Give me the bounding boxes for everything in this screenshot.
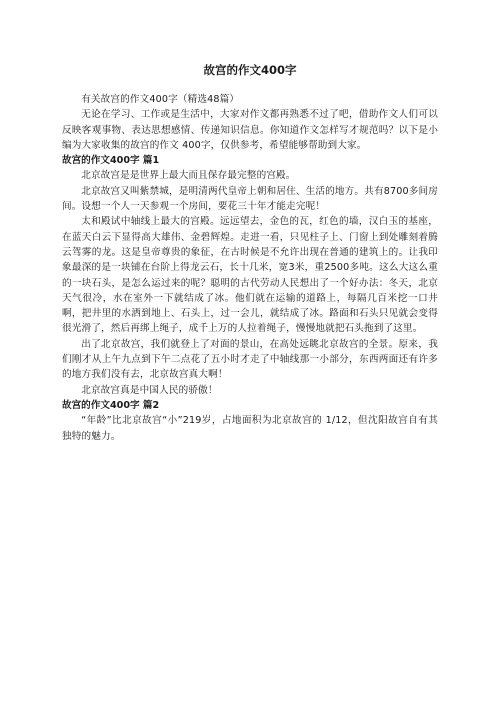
paragraph: 北京故宫是是世界上最大而且保存最完整的宫殿。 (81, 170, 296, 182)
paragraph: 北京故宫又叫紫禁城，是明清两代皇帝上朝和居住、生活的地方。共有8700多间房间。设想一个人一天参观一个房间，要花三十年才能走完呢！ (62, 185, 438, 213)
document-title: 故宫的作文400字 (203, 63, 297, 77)
paragraph: 北京故宫真是中国人民的骄傲！ (81, 384, 218, 396)
paragraph: 出了北京故宫，我们就登上了对面的景山，在高处远眺北京故宫的全景。原来，我们刚才从上午九点到下午二点花了五小时才走了中轴线那一小部分，东西两面还有许多的地方我们没有去，北京故宫真大啊！ (62, 338, 438, 381)
paragraph: 无论在学习、工作或是生活中，大家对作文都再熟悉不过了吧，借助作文人们可以反映客观事物、表达思想感情、传递知识信息。你知道作文怎样写才规范吗？以下是小编为大家收集的故宫的作文 400字，仅供参考，希望能够帮助到大家。 (62, 109, 438, 151)
paragraph: 有关故宫的作文400字（精选48篇） (81, 94, 240, 105)
section-heading: 故宫的作文400字 篇1 (62, 155, 160, 167)
section-heading: 故宫的作文400字 篇2 (62, 399, 160, 411)
paragraph: 太和殿试中轴线上最大的宫殿。远远望去，金色的瓦，红色的墙，汉白玉的基座，在蓝天白云下显得高大雄伟、金碧辉煌。走进一看，只见柱子上、门窗上到处雕刻着腾云驾雾的龙。这是皇帝尊贵的象征，在古时候是不允许出现在普通的建筑上的。让我印象最深的是一块铺在台阶上得龙云石，长十几米，宽3米，重2500多吨。这么大这么重的一块石头，是怎么运过来的呢？聪明的古代劳动人民想出了一个好办法：冬天，北京天气很冷，水在室外一下就结成了冰。他们就在运输的道路上，每隔几百米挖一口井啊，把井里的水洒到地上、石头上，过一会儿，就结成了冰。路面和石头只见就会变得很光滑了，然后再绑上绳子，成千上万的人拉着绳子，慢慢地就把石头拖到了这里。 (62, 216, 438, 335)
paragraph: “年龄”比北京故宫“小”219岁，占地面积为北京故宫的 1/12，但沈阳故宫自有其独特的魅力。 (62, 415, 438, 442)
document-body (62, 92, 438, 444)
